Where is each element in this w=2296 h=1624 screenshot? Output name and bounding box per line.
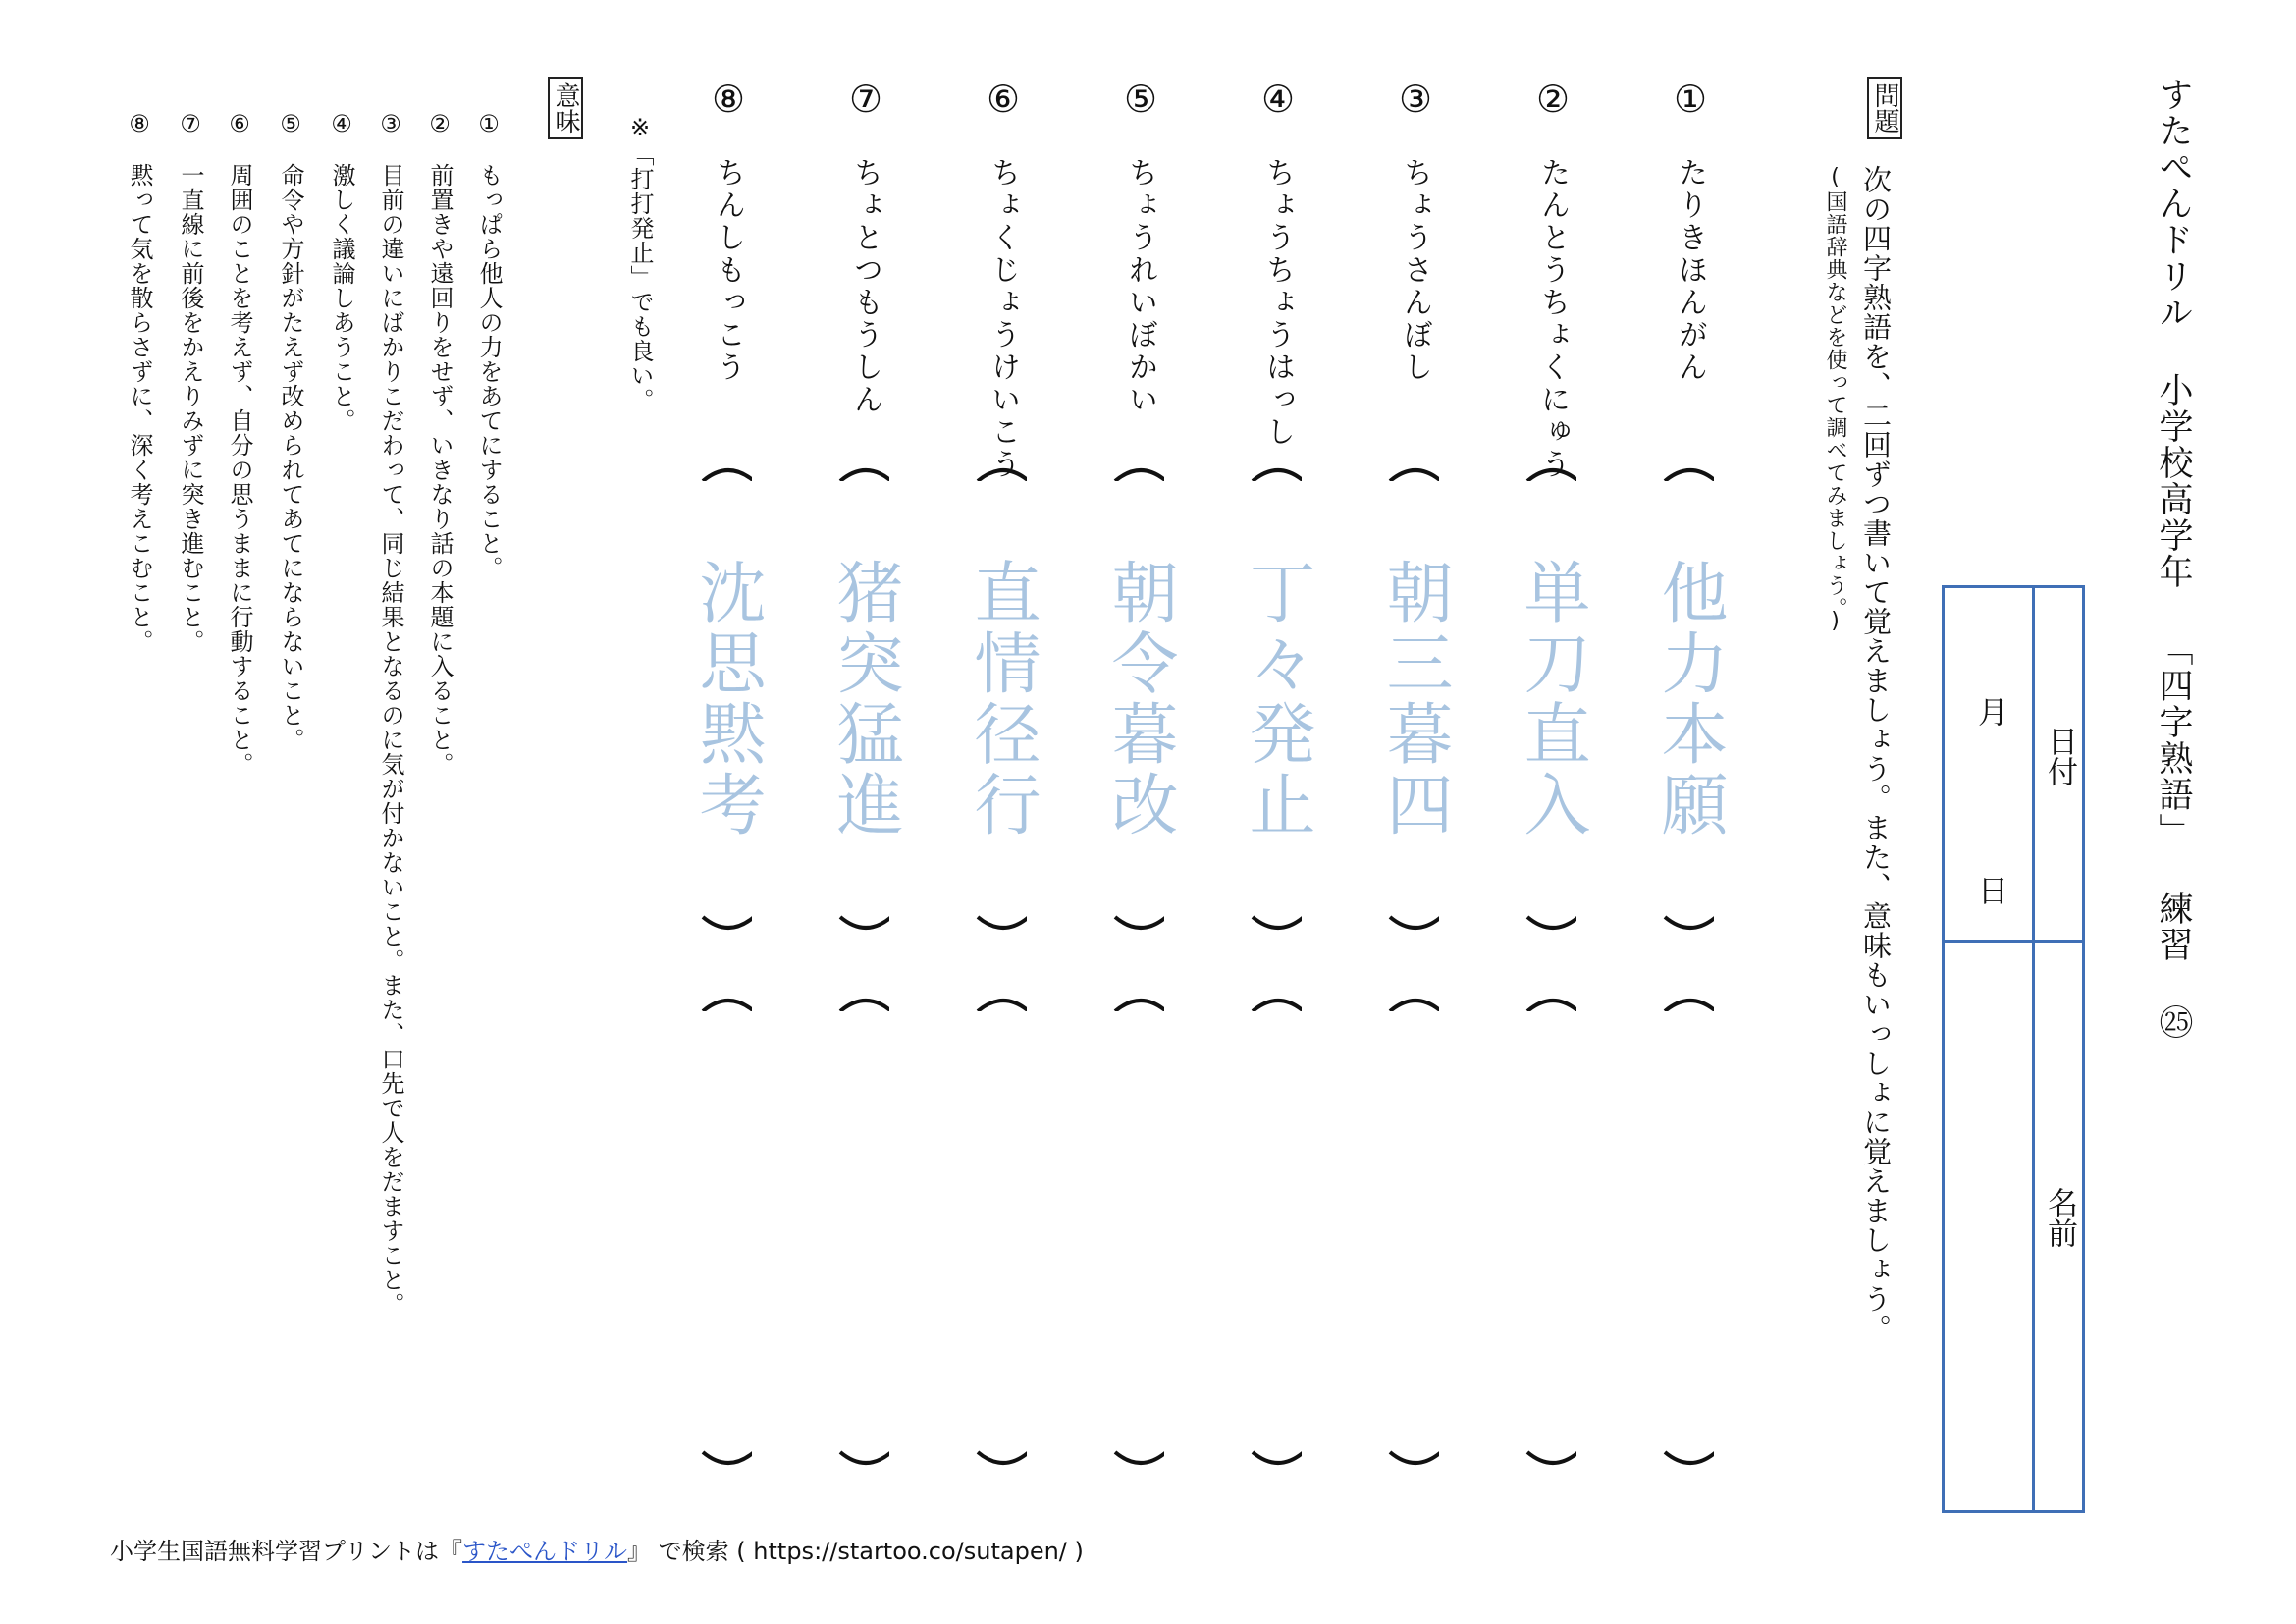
practice-paren-close bbox=[1661, 1448, 1714, 1468]
reading-text: ちょうちょうはっし bbox=[1260, 157, 1295, 449]
practice-paren-open bbox=[1249, 992, 1302, 1011]
trace-answer: 朝令暮改 bbox=[1100, 558, 1178, 840]
practice-writing-area[interactable] bbox=[693, 1021, 764, 1453]
answer-paren-close bbox=[1249, 913, 1302, 933]
date-label: 日付 bbox=[2042, 726, 2077, 786]
practice-writing-area[interactable] bbox=[830, 1021, 901, 1453]
problem-number: ⑦ bbox=[848, 78, 883, 121]
meaning-text: 激しく議論しあうこと。 bbox=[328, 163, 355, 433]
meaning-text: 命令や方針がたえず改められてあてにならないこと。 bbox=[277, 163, 304, 752]
meaning-text: 一直線に前後をかえりみずに突き進むこと。 bbox=[177, 163, 204, 654]
month-label: 月 bbox=[1972, 696, 2007, 727]
problem-number: ② bbox=[1535, 78, 1571, 121]
meaning-number: ③ bbox=[377, 110, 404, 137]
answer-paren-close bbox=[1661, 913, 1714, 933]
reading-text: たんとうちょくにゅう bbox=[1535, 157, 1570, 481]
sutapen-link[interactable]: すたぺんドリル bbox=[462, 1538, 628, 1565]
trace-answer: 朝三暮四 bbox=[1375, 558, 1453, 840]
trace-answer: 猪突猛進 bbox=[826, 558, 903, 840]
answer-paren-open bbox=[1249, 461, 1302, 481]
reading-text: ちょうれいぼかい bbox=[1123, 157, 1157, 416]
problem-number: ④ bbox=[1260, 78, 1296, 121]
practice-writing-area[interactable] bbox=[1105, 1021, 1176, 1453]
trace-answer: 沈思黙考 bbox=[688, 558, 766, 840]
answer-paren-open bbox=[974, 461, 1027, 481]
problem-badge: 問題 bbox=[1867, 77, 1902, 139]
name-label: 名前 bbox=[2042, 1187, 2077, 1248]
problem-number: ⑤ bbox=[1123, 78, 1158, 121]
practice-writing-area[interactable] bbox=[1380, 1021, 1451, 1453]
worksheet-title: すたぺんドリル 小学校高学年 「四字熟語」 練習 ㉕ bbox=[2154, 77, 2193, 1041]
practice-paren-open bbox=[1111, 992, 1164, 1011]
trace-answer: 直情径行 bbox=[963, 558, 1041, 840]
answer-paren-open bbox=[1111, 461, 1164, 481]
instruction-text: 次の四字熟語を、二回ずつ書いて覚えましょう。また、意味もいっしょに覚えましょう。 bbox=[1859, 165, 1893, 1343]
practice-paren-open bbox=[1523, 992, 1576, 1011]
practice-paren-close bbox=[974, 1448, 1027, 1468]
footer-prefix: 小学生国語無料学習プリントは『 bbox=[110, 1538, 463, 1565]
answer-paren-open bbox=[1386, 461, 1439, 481]
meaning-number: ⑦ bbox=[177, 110, 204, 137]
practice-writing-area[interactable] bbox=[1243, 1021, 1313, 1453]
practice-paren-open bbox=[974, 992, 1027, 1011]
practice-paren-close bbox=[1111, 1448, 1164, 1468]
answer-paren-open bbox=[1523, 461, 1576, 481]
reading-text: たりきほんがん bbox=[1673, 157, 1707, 384]
meaning-text: もっぱら他人の力をあてにすること。 bbox=[475, 163, 503, 580]
meaning-number: ④ bbox=[328, 110, 355, 137]
reading-text: ちょうさんぼし bbox=[1398, 157, 1432, 384]
meaning-number: ① bbox=[475, 110, 503, 137]
meaning-number: ⑧ bbox=[126, 110, 153, 137]
trace-answer: 丁々発止 bbox=[1238, 558, 1315, 840]
alternate-note: ※「打打発止」でも良い。 bbox=[626, 114, 654, 412]
practice-paren-close bbox=[1249, 1448, 1302, 1468]
practice-paren-open bbox=[699, 992, 752, 1011]
practice-paren-close bbox=[836, 1448, 889, 1468]
reading-text: ちょくじょうけいこう bbox=[986, 157, 1020, 481]
answer-paren-close bbox=[1386, 913, 1439, 933]
answer-paren-close bbox=[1111, 913, 1164, 933]
meaning-text: 前置きや遠回りをせず、いきなり話の本題に入ること。 bbox=[426, 163, 454, 777]
answer-paren-open bbox=[836, 461, 889, 481]
practice-paren-close bbox=[1523, 1448, 1576, 1468]
answer-paren-close bbox=[1523, 913, 1576, 933]
practice-paren-close bbox=[1386, 1448, 1439, 1468]
meaning-number: ② bbox=[426, 110, 454, 137]
trace-answer: 単刀直入 bbox=[1513, 558, 1590, 840]
answer-paren-open bbox=[1661, 461, 1714, 481]
box-divider-vertical bbox=[2032, 588, 2035, 1510]
meaning-text: 目前の違いにばかりこだわって、同じ結果となるのに気が付かないこと。また、口先で人をだますこと。 bbox=[377, 163, 404, 1317]
practice-paren-open bbox=[836, 992, 889, 1011]
practice-writing-area[interactable] bbox=[1655, 1021, 1726, 1453]
meaning-text: 黙って気を散らさずに、深く考えこむこと。 bbox=[126, 163, 153, 654]
meaning-badge: 意味 bbox=[548, 77, 583, 139]
reading-text: ちょとつもうしん bbox=[848, 157, 882, 416]
problem-number: ③ bbox=[1398, 78, 1433, 121]
answer-paren-open bbox=[699, 461, 752, 481]
practice-paren-close bbox=[699, 1448, 752, 1468]
problem-number: ⑧ bbox=[711, 78, 746, 121]
answer-paren-close bbox=[836, 913, 889, 933]
trace-answer: 他力本願 bbox=[1650, 558, 1728, 840]
meaning-text: 周囲のことを考えず、自分の思うままに行動すること。 bbox=[226, 163, 253, 777]
footer-suffix: 』 で検索 ( https://startoo.co/sutapen/ ) bbox=[627, 1538, 1084, 1565]
answer-paren-close bbox=[699, 913, 752, 933]
meaning-number: ⑥ bbox=[226, 110, 253, 137]
box-divider-horizontal bbox=[1945, 940, 2082, 943]
date-name-box bbox=[1942, 585, 2085, 1513]
problem-number: ⑥ bbox=[986, 78, 1021, 121]
practice-writing-area[interactable] bbox=[968, 1021, 1039, 1453]
answer-paren-close bbox=[974, 913, 1027, 933]
practice-paren-open bbox=[1661, 992, 1714, 1011]
practice-paren-open bbox=[1386, 992, 1439, 1011]
instruction-subtext: (国語辞典などを使って調べてみましょう。) bbox=[1823, 165, 1847, 634]
day-label: 日 bbox=[1972, 875, 2007, 905]
meaning-number: ⑤ bbox=[277, 110, 304, 137]
practice-writing-area[interactable] bbox=[1518, 1021, 1588, 1453]
footer bbox=[110, 1532, 1084, 1566]
problem-number: ① bbox=[1673, 78, 1708, 121]
reading-text: ちんしもっこう bbox=[711, 157, 745, 384]
